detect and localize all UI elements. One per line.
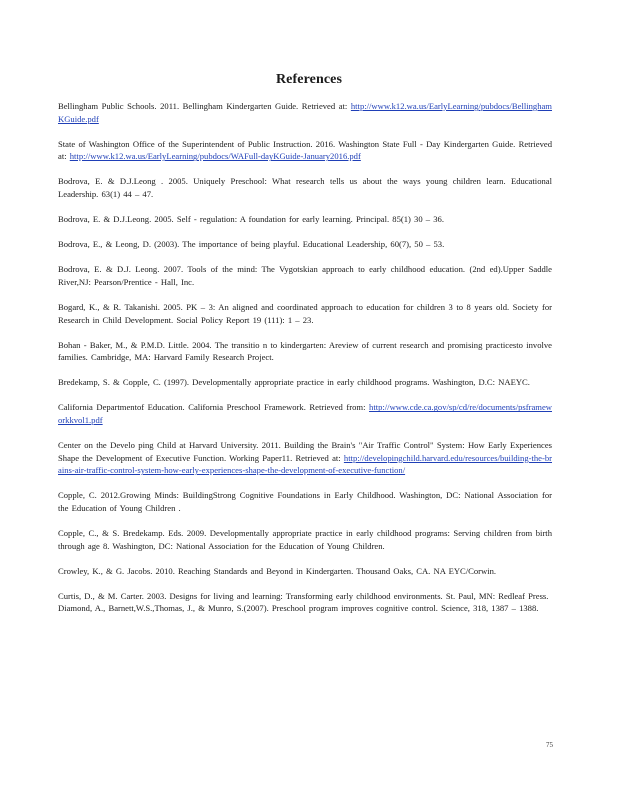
reference-text: Crowley, K., & G. Jacobs. 2010. Reaching Standards and Beyond in Kindergarten. Thousand Oaks, CA. NA EYC/Corwin. bbox=[58, 565, 497, 576]
reference-text: Bodrova, E., & Leong, D. (2003). The importance of being playful. Educational Leadership, 60(7), 50 – 53. bbox=[58, 239, 445, 250]
reference-entry bbox=[58, 175, 552, 200]
reference-text: California Departmentof Education. California Preschool Framework. Retrieved from: bbox=[58, 402, 370, 413]
reference-entry bbox=[58, 376, 552, 389]
reference-entry bbox=[58, 100, 552, 125]
reference-text: Bredekamp, S. & Copple, C. (1997). Developmentally appropriate practice in early childhood programs. Washington, D.C: NAEYC. bbox=[58, 377, 530, 388]
reference-entry bbox=[58, 213, 552, 226]
reference-link[interactable]: http://www.k12.wa.us/EarlyLearning/pubdocs/WAFull-dayKGuide-January2016.pdf bbox=[69, 151, 361, 162]
reference-entry bbox=[58, 602, 552, 615]
reference-text: Copple, C. 2012.Growing Minds: BuildingStrong Cognitive Foundations in Early Childhood. Washington, DC: National Association for the Education of Young Children . bbox=[58, 490, 552, 513]
reference-text: Bohan - Baker, M., & P.M.D. Little. 2004. The transitio n to kindergarten: Areview of current research and promising practicesto involve families. Cambridge, MA: Harvard Family Research Project. bbox=[58, 339, 552, 363]
reference-entry bbox=[58, 301, 552, 326]
reference-entry bbox=[58, 401, 552, 426]
reference-entry bbox=[58, 238, 552, 251]
reference-entry bbox=[58, 339, 552, 364]
reference-entry bbox=[58, 439, 552, 477]
reference-text: State of Washington Office of the Superintendent of Public Instruction. 2016. Washington State Full - Day Kindergarten Guide. Retrieved at: bbox=[58, 138, 552, 162]
reference-entry bbox=[58, 263, 552, 288]
reference-entry bbox=[58, 138, 552, 163]
reference-text: Bodrova, E. & D.J.Leong . 2005. Uniquely Preschool: What research tells us about the ways young children learn. Educational Leadership. 63(1) 44 – 47. bbox=[58, 176, 552, 199]
reference-link[interactable]: http://www.cde.ca.gov/sp/cd/re/documents/psframeworkkvol1.pdf bbox=[58, 402, 552, 425]
reference-text: Copple, C., & S. Bredekamp. Eds. 2009. Developmentally appropriate practice in early childhood programs: Serving children from birth through age 8. Washington, DC: National Association for the Education of Young Children. bbox=[58, 528, 552, 551]
reference-link[interactable]: http://www.k12.wa.us/EarlyLearning/pubdocs/BellinghamKGuide.pdf bbox=[58, 101, 552, 124]
reference-text: Bodrova, E. & D.J. Leong. 2007. Tools of the mind: The Vygotskian approach to early childhood education. (2nd ed).Upper Saddle River,NJ: Pearson/Prentice - Hall, Inc. bbox=[58, 264, 552, 287]
reference-text: Bodrova, E. & D.J.Leong. 2005. Self - regulation: A foundation for early learning. Principal. 85(1) 30 – 36. bbox=[58, 214, 444, 225]
reference-text: Center on the Develo ping Child at Harvard University. 2011. Building the Brain's "Air Traffic Control" System: How Early Experiences Shape the Development of Executive Function. Working Paper11. Retrieved at: bbox=[58, 440, 552, 463]
reference-text: Bogard, K., & R. Takanishi. 2005. PK – 3: An aligned and coordinated approach to education for children 3 to 8 years old. Society for Research in Child Development. Social Policy Report 19 (111): 1 – 23. bbox=[58, 301, 552, 325]
reference-text: Bellingham Public Schools. 2011. Bellingham Kindergarten Guide. Retrieved at: bbox=[58, 101, 351, 111]
reference-list bbox=[58, 100, 552, 628]
page-title: References bbox=[275, 72, 343, 87]
reference-entry bbox=[58, 527, 552, 552]
reference-link[interactable]: http://developingchild.harvard.edu/resources/building-the-brains-air-traffic-control-system-how-early-experiences-shape-the-development-of-executive-function/ bbox=[58, 452, 552, 476]
reference-entry bbox=[58, 565, 552, 578]
reference-entry bbox=[58, 489, 552, 514]
reference-text: Curtis, D., & M. Carter. 2003. Designs for living and learning: Transforming early childhood environments. St. Paul, MN: Redleaf Press. bbox=[58, 590, 549, 601]
reference-entry bbox=[58, 590, 552, 603]
reference-text: Diamond, A., Barnett,W.S.,Thomas, J., & Munro, S.(2007). Preschool program improves cognitive control. Science, 318, 1387 – 1388. bbox=[58, 603, 539, 614]
page-number: 75 bbox=[546, 741, 553, 749]
